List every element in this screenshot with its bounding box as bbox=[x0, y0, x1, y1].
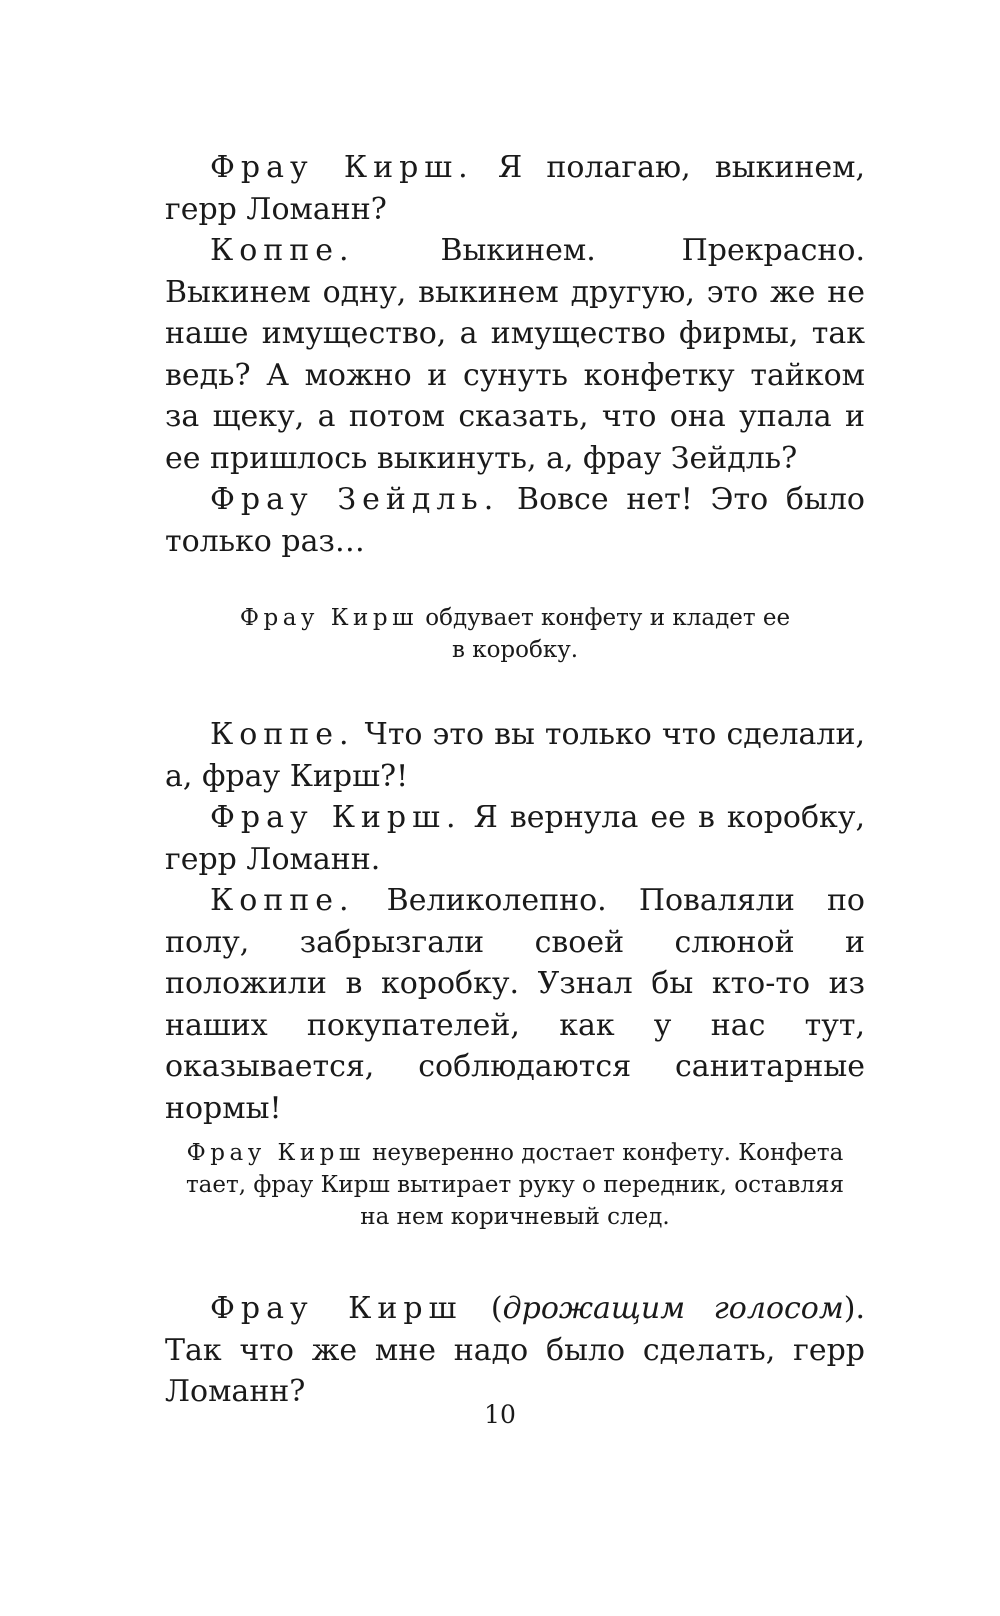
paren-open: ( bbox=[462, 1291, 503, 1326]
stage-remark: дрожащим голосом bbox=[502, 1291, 844, 1326]
line-text: Я вернула ее в коробку, герр Ломанн. bbox=[165, 800, 865, 877]
stage-direction bbox=[180, 1137, 850, 1233]
stage-text: неуверенно достает конфету. Конфета тает, фрау Кирш вытирает руку о передник, оставляя на нем коричневый след. bbox=[185, 1140, 845, 1230]
dialogue-line bbox=[165, 797, 865, 880]
line-text: Вовсе нет! Это было только раз… bbox=[165, 482, 865, 559]
dialogue-line bbox=[165, 1288, 865, 1413]
dialogue-line bbox=[165, 714, 865, 797]
line-text: Выкинем. Прекрасно. Выкинем одну, выкинем другую, это же не наше имущество, а имущество фирмы, так ведь? А можно и сунуть конфетку тайком за щеку, а потом сказать, что она упала и ее пришлось выкинуть, а, фрау Зейдль? bbox=[165, 233, 865, 476]
line-text: ). Так что же мне надо было сделать, герр Ломанн? bbox=[165, 1291, 865, 1409]
speaker-name: Фрау Зейдль. bbox=[210, 482, 500, 517]
line-text: Я полагаю, выкинем, герр Ломанн? bbox=[165, 150, 865, 227]
dialogue-line bbox=[165, 880, 865, 1129]
dialogue-block-3 bbox=[165, 1288, 865, 1413]
speaker-name: Фрау Кирш bbox=[186, 1140, 365, 1166]
stage-text: обдувает конфету и кладет ее в коробку. bbox=[417, 605, 791, 663]
line-text: Великолепно. Поваляли по полу, забрызгали своей слюной и положили в коробку. Узнал бы кто-то из наших покупателей, как у нас тут, оказывается, соблюдаются санитарные нормы! bbox=[165, 883, 865, 1126]
dialogue-block-2 bbox=[165, 714, 865, 1129]
page-number: 10 bbox=[484, 1400, 516, 1429]
dialogue-line bbox=[165, 230, 865, 479]
speaker-name: Коппе. bbox=[210, 883, 355, 918]
speaker-name: Коппе. bbox=[210, 233, 355, 268]
speaker-name: Фрау Кирш. bbox=[210, 150, 474, 185]
speaker-name: Фрау Кирш bbox=[239, 605, 418, 631]
speaker-name: Коппе. bbox=[210, 717, 355, 752]
line-text: Что это вы только что сделали, а, фрау Кирш?! bbox=[165, 717, 865, 794]
speaker-name: Фрау Кирш bbox=[210, 1291, 463, 1326]
speaker-name: Фрау Кирш. bbox=[210, 800, 462, 835]
stage-direction bbox=[230, 602, 800, 666]
dialogue-line bbox=[165, 479, 865, 562]
dialogue-block-1 bbox=[165, 147, 865, 562]
dialogue-line bbox=[165, 147, 865, 230]
